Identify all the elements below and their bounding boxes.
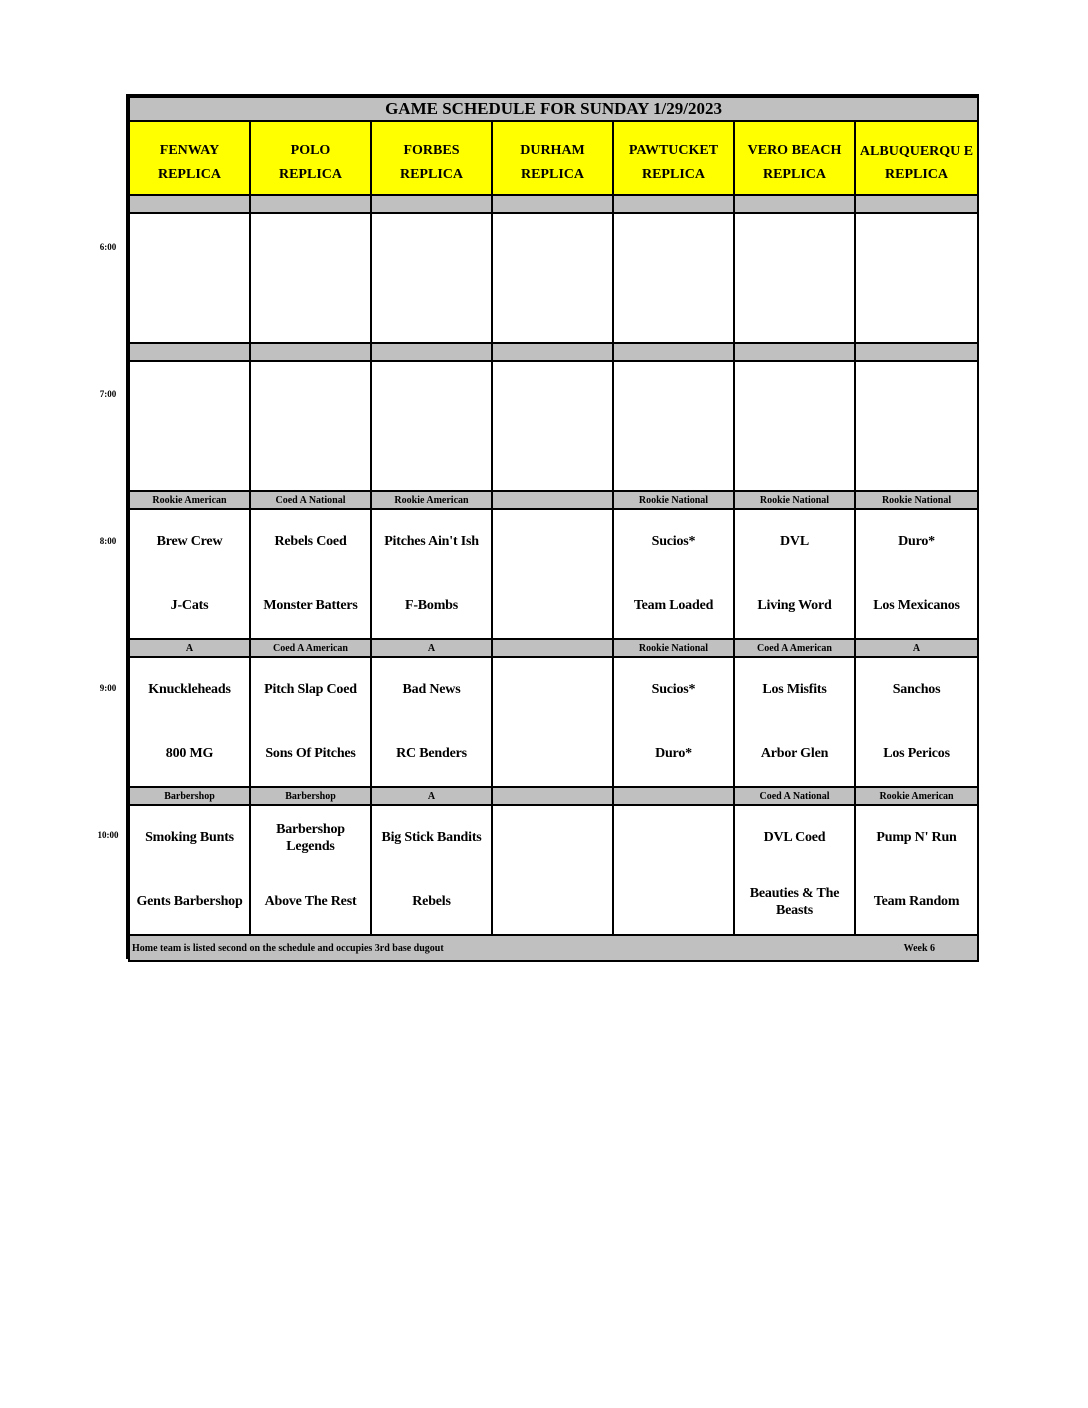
away-team: Barbershop Legends [276, 821, 345, 854]
away-team: Los Misfits [762, 682, 827, 698]
division-label [855, 195, 978, 213]
division-label: Rookie National [613, 491, 734, 509]
field-sub: REPLICA [157, 167, 221, 182]
game-cell [129, 657, 250, 787]
game-cell [371, 657, 492, 787]
home-team: Los Mexicanos [873, 598, 960, 614]
division-label [734, 195, 855, 213]
division-label [250, 195, 371, 213]
game-cell [613, 805, 734, 935]
home-team: Team Random [873, 894, 960, 910]
home-team: Monster Batters [263, 598, 358, 614]
home-team: Gents Barbershop [136, 894, 243, 910]
matchup [614, 658, 733, 786]
division-label [492, 787, 613, 805]
home-team [735, 278, 854, 342]
game-cell [734, 361, 855, 491]
game-cell [492, 509, 613, 639]
game-cell [492, 657, 613, 787]
home-team: 800 MG [165, 746, 214, 762]
away-team [493, 658, 612, 722]
matchup [251, 658, 370, 786]
matchup [493, 806, 612, 934]
game-cell [613, 361, 734, 491]
away-team: Pitches Ain't Ish [384, 534, 479, 550]
home-team: Duro* [655, 746, 692, 762]
away-team: Sanchos [892, 682, 941, 698]
field-name: POLO [290, 143, 331, 158]
division-label [129, 195, 250, 213]
matchup [735, 658, 854, 786]
time-label: 10:00 [97, 830, 119, 840]
division-label: Coed A National [250, 491, 371, 509]
game-cell [734, 805, 855, 935]
division-label [492, 195, 613, 213]
week-label: Week 6 [903, 942, 936, 954]
home-team [856, 426, 977, 490]
game-cell [855, 657, 978, 787]
home-team [493, 870, 612, 934]
away-team [372, 362, 491, 426]
matchup [735, 214, 854, 342]
away-team: Pump N' Run [876, 830, 957, 846]
field-sub: REPLICA [762, 167, 826, 182]
matchup [130, 510, 249, 638]
away-team: Smoking Bunts [145, 830, 234, 846]
footer-row [129, 935, 978, 961]
division-row [129, 343, 978, 361]
matchup [856, 658, 977, 786]
matchup [735, 362, 854, 490]
matchup [493, 510, 612, 638]
division-row [129, 639, 978, 657]
division-label [613, 787, 734, 805]
division-label: A [855, 639, 978, 657]
time-slot-row [129, 509, 978, 639]
field-header [371, 121, 492, 195]
matchup [735, 806, 854, 934]
away-team [251, 214, 370, 278]
division-label: A [129, 639, 250, 657]
matchup [856, 510, 977, 638]
game-cell [855, 509, 978, 639]
field-name: FENWAY [159, 143, 220, 158]
away-team [856, 362, 977, 426]
game-cell [492, 213, 613, 343]
game-cell [734, 657, 855, 787]
game-cell [734, 509, 855, 639]
field-sub: REPLICA [399, 167, 463, 182]
home-team [614, 870, 733, 934]
matchup [251, 806, 370, 934]
matchup [251, 510, 370, 638]
home-team [493, 574, 612, 638]
away-team: DVL Coed [763, 830, 826, 846]
footer-cell [129, 935, 978, 961]
home-team: J-Cats [170, 598, 209, 614]
home-team [130, 426, 249, 490]
away-team [251, 362, 370, 426]
away-team: DVL [780, 534, 809, 550]
division-row [129, 195, 978, 213]
game-cell [855, 361, 978, 491]
field-header-row [129, 121, 978, 195]
home-team: Sons Of Pitches [265, 746, 356, 762]
field-header [250, 121, 371, 195]
field-sub: REPLICA [885, 167, 949, 182]
time-label: 7:00 [99, 389, 117, 399]
home-team [493, 426, 612, 490]
away-team [372, 214, 491, 278]
game-cell [129, 509, 250, 639]
home-team: Arbor Glen [760, 746, 829, 762]
division-label: A [371, 639, 492, 657]
division-label: Rookie National [734, 491, 855, 509]
away-team [614, 806, 733, 870]
home-team [735, 426, 854, 490]
field-name: PAWTUCKET [628, 143, 719, 158]
game-cell [250, 657, 371, 787]
game-cell [371, 805, 492, 935]
home-team [493, 278, 612, 342]
division-label [855, 343, 978, 361]
matchup [856, 806, 977, 934]
division-label: Rookie American [855, 787, 978, 805]
home-team [614, 278, 733, 342]
division-label [371, 343, 492, 361]
away-team: Sucios* [651, 682, 696, 698]
division-label [129, 343, 250, 361]
field-sub: REPLICA [278, 167, 342, 182]
field-name: DURHAM [520, 143, 585, 158]
home-team [372, 426, 491, 490]
game-cell [492, 805, 613, 935]
matchup [614, 806, 733, 934]
matchup [372, 214, 491, 342]
matchup [251, 214, 370, 342]
matchup [493, 362, 612, 490]
division-label [613, 343, 734, 361]
away-team [130, 214, 249, 278]
game-cell [250, 509, 371, 639]
away-team [130, 362, 249, 426]
home-team: F-Bombs [404, 598, 459, 614]
home-team: Rebels [412, 894, 451, 910]
away-team: Duro* [898, 534, 935, 550]
time-slot-row [129, 657, 978, 787]
division-label: Coed A American [734, 639, 855, 657]
home-team: Los Pericos [883, 746, 950, 762]
away-team: Knuckleheads [148, 682, 231, 698]
away-team: Brew Crew [156, 534, 223, 550]
matchup [614, 362, 733, 490]
time-label: 6:00 [99, 242, 117, 252]
time-label: 9:00 [99, 683, 117, 693]
game-cell [250, 805, 371, 935]
home-team: Living Word [757, 598, 832, 614]
time-slot-row [129, 213, 978, 343]
field-header [734, 121, 855, 195]
field-name: VERO BEACH [747, 143, 842, 158]
matchup [130, 214, 249, 342]
division-label: Barbershop [250, 787, 371, 805]
matchup [493, 658, 612, 786]
division-label: Rookie American [371, 491, 492, 509]
away-team [493, 510, 612, 574]
matchup [130, 362, 249, 490]
matchup [735, 510, 854, 638]
matchup [372, 510, 491, 638]
division-row [129, 491, 978, 509]
home-team [493, 722, 612, 786]
field-sub: REPLICA [641, 167, 705, 182]
game-cell [371, 509, 492, 639]
title-row [129, 97, 978, 121]
home-team: Team Loaded [633, 598, 714, 614]
game-cell [129, 361, 250, 491]
schedule-title: GAME SCHEDULE FOR SUNDAY 1/29/2023 [129, 97, 978, 121]
game-cell [734, 213, 855, 343]
home-team [251, 278, 370, 342]
game-cell [855, 213, 978, 343]
away-team [614, 214, 733, 278]
home-team-note: Home team is listed second on the schedule and occupies 3rd base dugout [132, 942, 444, 954]
division-label [371, 195, 492, 213]
division-label [734, 343, 855, 361]
division-label [492, 491, 613, 509]
matchup [493, 214, 612, 342]
matchup [130, 658, 249, 786]
home-team [614, 426, 733, 490]
home-team: RC Benders [396, 746, 467, 762]
field-header [613, 121, 734, 195]
away-team [614, 362, 733, 426]
away-team: Pitch Slap Coed [264, 682, 357, 698]
division-label [250, 343, 371, 361]
matchup [130, 806, 249, 934]
field-name: ALBUQUERQU E [859, 143, 974, 159]
home-team: Above The Rest [264, 894, 357, 910]
away-team [735, 362, 854, 426]
away-team: Rebels Coed [274, 534, 347, 550]
field-name: FORBES [403, 143, 460, 158]
matchup [856, 362, 977, 490]
division-label: Coed A National [734, 787, 855, 805]
matchup [614, 214, 733, 342]
time-label: 8:00 [99, 536, 117, 546]
time-slot-row [129, 361, 978, 491]
game-cell [613, 213, 734, 343]
matchup [251, 362, 370, 490]
field-header [492, 121, 613, 195]
field-sub: REPLICA [520, 167, 584, 182]
time-slot-row [129, 805, 978, 935]
matchup [614, 510, 733, 638]
game-cell [855, 805, 978, 935]
field-header [129, 121, 250, 195]
matchup [856, 214, 977, 342]
division-row [129, 787, 978, 805]
game-cell [129, 213, 250, 343]
game-schedule [126, 94, 979, 959]
away-team: Big Stick Bandits [381, 830, 482, 846]
division-label: Rookie American [129, 491, 250, 509]
away-team: Bad News [402, 682, 461, 698]
away-team [493, 806, 612, 870]
game-cell [492, 361, 613, 491]
away-team [493, 214, 612, 278]
schedule-table [128, 96, 979, 962]
game-cell [250, 361, 371, 491]
away-team: Sucios* [651, 534, 696, 550]
home-team [130, 278, 249, 342]
home-team: Beauties & The Beasts [749, 885, 840, 918]
matchup [372, 658, 491, 786]
division-label: Rookie National [613, 639, 734, 657]
game-cell [613, 509, 734, 639]
game-cell [371, 361, 492, 491]
game-cell [613, 657, 734, 787]
division-label: Rookie National [855, 491, 978, 509]
home-team [372, 278, 491, 342]
division-label: Coed A American [250, 639, 371, 657]
division-label [613, 195, 734, 213]
division-label: Barbershop [129, 787, 250, 805]
division-label [492, 343, 613, 361]
division-label [492, 639, 613, 657]
matchup [372, 362, 491, 490]
matchup [372, 806, 491, 934]
game-cell [371, 213, 492, 343]
away-team [856, 214, 977, 278]
away-team [735, 214, 854, 278]
game-cell [250, 213, 371, 343]
away-team [493, 362, 612, 426]
field-header [855, 121, 978, 195]
division-label: A [371, 787, 492, 805]
home-team [251, 426, 370, 490]
game-cell [129, 805, 250, 935]
home-team [856, 278, 977, 342]
